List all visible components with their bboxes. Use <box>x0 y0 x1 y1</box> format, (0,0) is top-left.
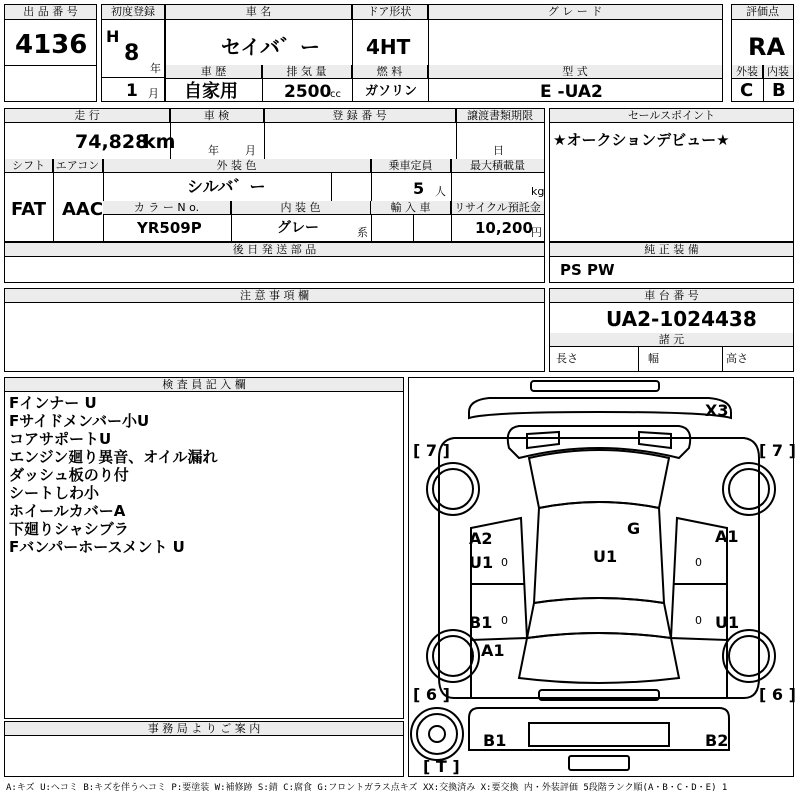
inspector-note: Fインナー U <box>9 394 97 412</box>
inspector-note: Fサイドメンバー小U <box>9 412 150 430</box>
notes-label: 注 意 事 項 欄 <box>5 289 544 303</box>
interior-color-unit: 系 <box>357 226 368 239</box>
ac-label: エアコン <box>53 159 103 173</box>
displacement-unit: cc <box>330 89 341 100</box>
displacement: 2500 <box>284 82 332 102</box>
mark-right-front-door-small: 0 <box>695 556 702 569</box>
office-label: 事 務 局 よ り ご 案 内 <box>5 722 403 736</box>
displacement-label: 排 気 量 <box>262 65 352 79</box>
color-number: YR509P <box>137 219 202 237</box>
fuel: ガソリン <box>365 84 418 99</box>
first-registration-box <box>101 4 165 102</box>
year-unit: 年 <box>150 62 161 75</box>
equipment-box <box>549 242 794 283</box>
car-name-label: 車 名 <box>166 5 352 20</box>
legend: A:キズ U:ヘコミ B:キズを伴うヘコミ P:要塗装 W:補修跡 S:錆 C:腐食 G:フロントガラス点キズ XX:交換済み X:要交換 内・外装評価 5段階ランク順(A・B・C・D・E) 1 <box>6 783 728 793</box>
fuel-label: 燃 料 <box>352 65 428 79</box>
specs-box <box>4 108 545 242</box>
chassis-number: UA2-1024438 <box>606 307 757 331</box>
lot-number-label: 出 品 番 号 <box>5 5 96 20</box>
mark-left-front-door-2: U1 <box>469 553 494 572</box>
shift: FAT <box>11 199 47 220</box>
width-label: 幅 <box>648 352 659 365</box>
interior-color-label: 内 装 色 <box>231 201 371 215</box>
mark-rear-left: B1 <box>483 731 507 750</box>
sales-point-text: ★オークションデビュー★ <box>553 131 730 149</box>
max-load-unit: kg <box>531 185 545 198</box>
registration-month: 1 <box>126 81 138 101</box>
mileage-label: 走 行 <box>5 109 170 123</box>
evaluation-score: RA <box>748 33 786 61</box>
mark-left-front-tire-value: 7 <box>425 441 438 460</box>
shift-label: シフト <box>5 159 53 173</box>
office-box <box>4 721 404 777</box>
lot-number-box <box>4 4 97 102</box>
mark-left-rear-door-small: 0 <box>501 614 508 627</box>
inspection-label: 車 検 <box>170 109 264 123</box>
import-label: 輸 入 車 <box>371 201 451 215</box>
mark-right-rear-door-small: 0 <box>695 614 702 627</box>
recycle-label: リサイクル預託金 <box>451 201 544 215</box>
first-registration-label: 初度登録 <box>102 5 164 20</box>
mark-right-rear-door: U1 <box>715 613 740 632</box>
registration-year: 8 <box>124 41 140 66</box>
inspector-note: 下廻りシャシブラ <box>9 520 129 538</box>
mark-left-rear-quarter: A1 <box>481 641 505 660</box>
exterior-grade: C <box>740 80 754 101</box>
score-box <box>731 4 794 102</box>
capacity-unit: 人 <box>435 185 446 198</box>
mark-trunk: [ T ] <box>423 757 460 776</box>
later-parts-box <box>4 242 545 283</box>
mark-trunk-value: T <box>435 757 447 776</box>
transfer-deadline-label: 譲渡書類期限 <box>456 109 544 123</box>
height-label: 高さ <box>726 352 748 365</box>
sales-point-label: セールスポイント <box>550 109 793 123</box>
mark-right-front-tire: [ 7 ] <box>759 441 796 460</box>
color-number-label: カ ラ ー N o. <box>103 201 231 215</box>
exterior-color-label: 外 装 色 <box>103 159 371 173</box>
mark-left-rear-tire: [ 6 ] <box>413 685 450 704</box>
door-label: ドア形状 <box>352 5 428 20</box>
registration-number-label: 登 録 番 号 <box>264 109 456 123</box>
inspector-label: 検 査 員 記 入 欄 <box>5 378 403 392</box>
score-label: 評価点 <box>732 5 793 20</box>
exterior-color: シルバ゛ー <box>187 177 266 196</box>
inspector-note: ダッシュ板のり付 <box>9 466 129 484</box>
max-load-label: 最大積載量 <box>451 159 544 173</box>
mark-right-front-tire-value: 7 <box>771 441 784 460</box>
chassis-box <box>549 288 794 372</box>
equipment-label: 純 正 装 備 <box>550 243 793 257</box>
notes-box <box>4 288 545 372</box>
door-type: 4HT <box>366 35 411 59</box>
inspector-note: コアサポートU <box>9 430 112 448</box>
equipment-text: PS PW <box>560 261 615 279</box>
vehicle-info-box <box>165 4 723 102</box>
capacity: 5 <box>413 179 425 198</box>
mark-front-bumper: X3 <box>705 401 729 420</box>
inspection-month-unit: 月 <box>245 144 256 157</box>
mark-right-rear-tire-value: 6 <box>771 685 784 704</box>
inspector-note: ホイールカバーA <box>9 502 126 520</box>
inspection-year-unit: 年 <box>208 144 219 157</box>
month-unit: 月 <box>148 87 159 100</box>
length-label: 長さ <box>556 352 578 365</box>
mark-left-rear-door: B1 <box>469 613 493 632</box>
vehicle-history: 自家用 <box>184 81 238 102</box>
car-name: セイバ゛ー <box>221 35 320 59</box>
air-conditioner: AAC <box>62 199 104 220</box>
inspector-note: シートしわ小 <box>9 484 100 502</box>
capacity-label: 乗車定員 <box>371 159 451 173</box>
mark-right-rear-tire: [ 6 ] <box>759 685 796 704</box>
transfer-day-unit: 日 <box>493 144 504 157</box>
history-label: 車 歴 <box>166 65 262 79</box>
model-code: E -UA2 <box>540 82 603 102</box>
mark-left-rear-tire-value: 6 <box>425 685 438 704</box>
mark-interior: U1 <box>593 547 618 566</box>
era: H <box>106 27 120 46</box>
inspector-note: Fバンパーホースメント U <box>9 538 185 556</box>
inspector-box <box>4 377 404 719</box>
dimensions-label: 諸 元 <box>550 333 793 347</box>
mileage-unit: km <box>143 131 176 153</box>
recycle-unit: 円 <box>531 226 542 239</box>
mark-rear-right: B2 <box>705 731 729 750</box>
inspector-notes <box>9 394 218 556</box>
inspector-note: エンジン廻り異音、オイル漏れ <box>9 448 218 466</box>
mark-right-front-door: A1 <box>715 527 739 546</box>
lot-number: 4136 <box>15 30 88 60</box>
mark-left-front-door: A2 <box>469 529 493 548</box>
damage-diagram-box <box>408 377 794 777</box>
grade-label: グ レ ー ド <box>428 5 722 20</box>
mark-roof: G <box>627 519 641 538</box>
later-parts-label: 後 日 発 送 部 品 <box>5 243 544 257</box>
model-label: 型 式 <box>428 65 722 79</box>
car-diagram <box>409 378 796 776</box>
mark-left-front-tire: [ 7 ] <box>413 441 450 460</box>
exterior-label: 外装 <box>732 65 763 79</box>
chassis-label: 車 台 番 号 <box>550 289 793 303</box>
interior-grade: B <box>772 80 786 101</box>
sales-point-box <box>549 108 794 242</box>
interior-label: 内装 <box>763 65 793 79</box>
recycle-deposit: 10,200 <box>475 219 533 237</box>
mileage: 74,828 <box>75 131 149 153</box>
interior-color: グレー <box>277 220 319 236</box>
mark-left-front-door-small: 0 <box>501 556 508 569</box>
